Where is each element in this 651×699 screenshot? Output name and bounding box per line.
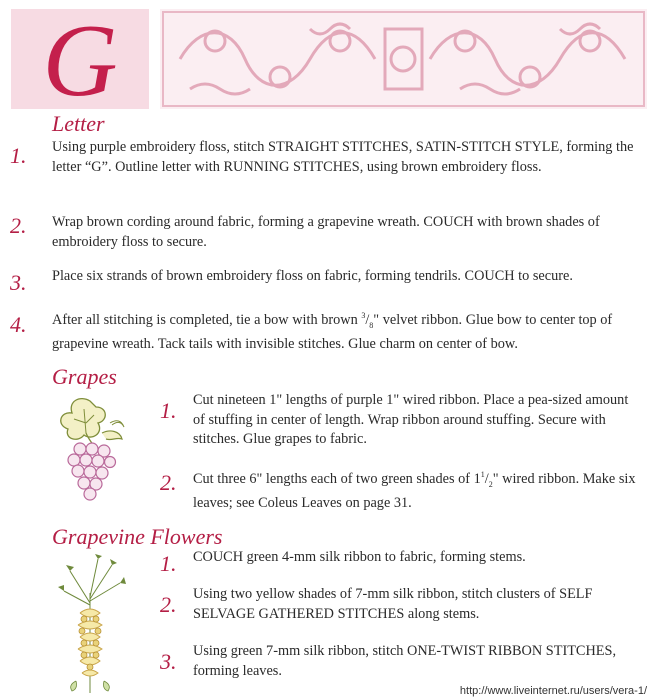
- letter-step-1-text: Using purple embroidery floss, stitch STRAIGHT STITCHES, SATIN-STITCH STYLE, forming the letter “G”. Outline letter with RUNNING STITCHES, using brown embroidery floss.: [52, 139, 634, 175]
- grapes-illustration-icon: [50, 393, 140, 503]
- step-number: 1.: [160, 551, 177, 576]
- step-number: 3.: [10, 270, 27, 295]
- step-number: 1.: [160, 398, 177, 423]
- section-title-grapes: Grapes: [52, 364, 117, 389]
- step-number: 1.: [10, 143, 27, 168]
- step-number: 2.: [160, 592, 177, 617]
- grapes-step-2-text: Cut three 6" lengths each of two green shades of $1^1/_2$" wired ribbon. Make six leaves; see Coleus Leaves on page 31.: [193, 470, 636, 512]
- step-number: 2.: [10, 213, 27, 238]
- letter-step-4-text: After all stitching is completed, tie a bow with brown $^3/_8$" velvet ribbon. Glue bow to center top of grapevine wreath. Tack tails with invisible stitches. Glue charm on center of bow.: [52, 311, 613, 353]
- step-number: 2.: [160, 470, 177, 495]
- step-number: 4.: [10, 312, 27, 337]
- watermark-url: http://www.liveinternet.ru/users/vera-1/: [459, 685, 647, 697]
- section-title-grapevine-flowers: Grapevine Flowers: [52, 524, 223, 549]
- decorative-banner: [160, 9, 647, 109]
- letter-step-2-text: Wrap brown cording around fabric, forming a grapevine wreath. COUCH with brown shades of embroidery floss to secure.: [52, 214, 600, 250]
- flowers-step-1-text: COUCH green 4-mm silk ribbon to fabric, forming stems.: [193, 549, 526, 565]
- letter-step-3-text: Place six strands of brown embroidery floss on fabric, forming tendrils. COUCH to secure.: [52, 268, 573, 284]
- step-number: 3.: [160, 649, 177, 674]
- floral-scroll-icon: [160, 9, 647, 109]
- big-letter-g: G: [42, 3, 118, 118]
- flowers-step-3-text: Using green 7-mm silk ribbon, stitch ONE-TWIST RIBBON STITCHES, forming leaves.: [193, 643, 617, 679]
- letter-header-box: [11, 3, 149, 118]
- grapes-step-1-text: Cut nineteen 1" lengths of purple 1" wired ribbon. Place a pea-sized amount of stuffing in center of length. Wrap ribbon around stuffing. Secure with stitches. Glue grapes to fabric.: [193, 392, 629, 447]
- flowers-step-2-text: Using two yellow shades of 7-mm silk ribbon, stitch clusters of SELF SELVAGE GATHERED STITCHES along stems.: [193, 586, 593, 622]
- section-title-letter: Letter: [52, 111, 105, 136]
- grapevine-flower-illustration-icon: [50, 553, 130, 695]
